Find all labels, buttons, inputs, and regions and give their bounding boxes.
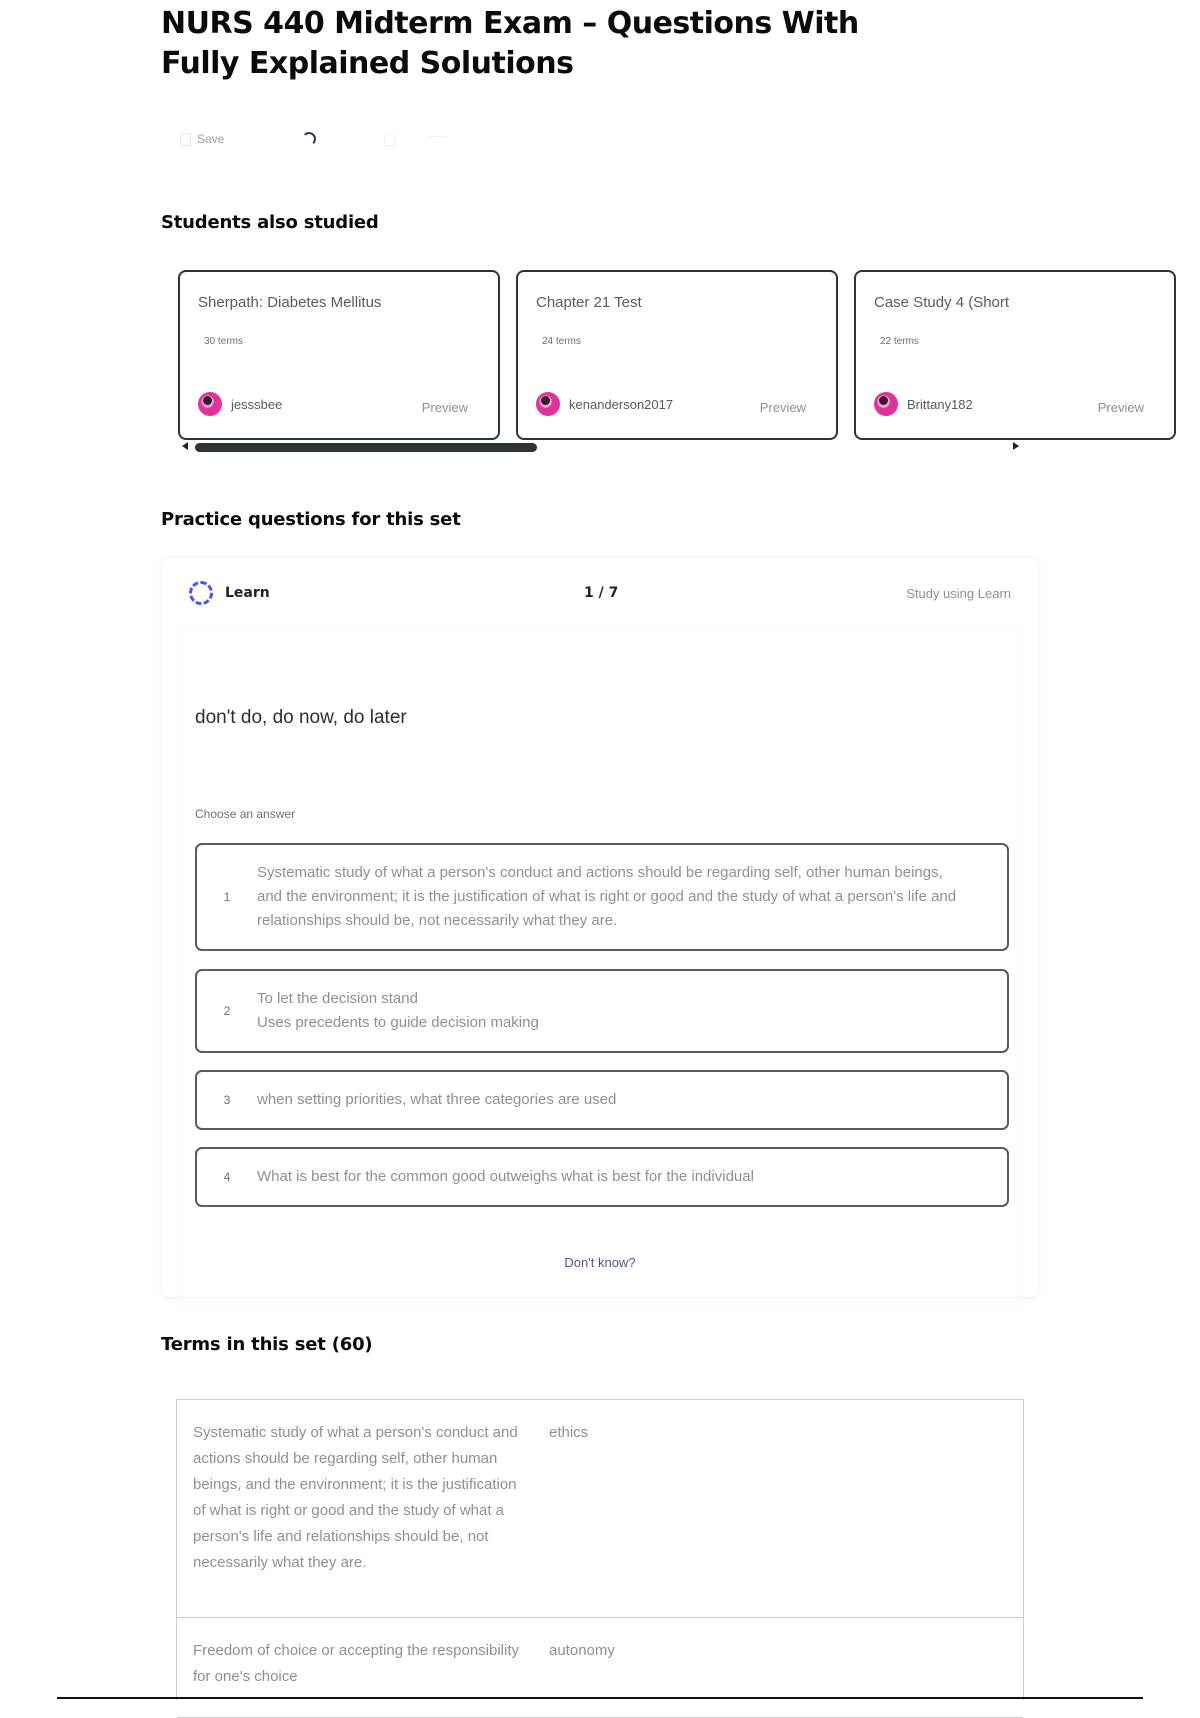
bookmark-icon <box>180 133 191 146</box>
loading-spinner-icon <box>302 132 316 146</box>
card-author <box>536 392 673 416</box>
card-title: Case Study 4 (Short <box>874 294 1010 311</box>
save-button[interactable] <box>180 132 224 146</box>
learn-panel <box>161 557 1039 1297</box>
author-name: kenanderson2017 <box>569 396 674 412</box>
author-name: Brittany182 <box>907 396 973 412</box>
term-definition: Freedom of choice or accepting the responsibility for one's choice <box>193 1642 520 1685</box>
page-title: NURS 440 Midterm Exam – Questions With Fully Explained Solutions <box>161 6 859 81</box>
card-term-count: 30 terms <box>204 336 243 347</box>
students-also-studied-heading: Students also studied <box>161 212 379 233</box>
option-text: What is best for the common good outweighs what is best for the individual <box>257 1168 754 1185</box>
option-text: when setting priorities, what three categories are used <box>257 1091 617 1108</box>
terms-table <box>176 1399 1024 1700</box>
avatar <box>198 392 222 416</box>
avatar <box>874 392 898 416</box>
dont-know-button[interactable]: Don't know? <box>564 1255 636 1270</box>
share-icon[interactable] <box>384 132 396 146</box>
term-definition: Systematic study of what a person's conduct and actions should be regarding self, other human beings, and the environment; it is the justification of what is right or good and the study of what a person's life and relationships should be, not necessarily what they are. <box>193 1424 518 1571</box>
answer-option[interactable] <box>195 1147 1009 1207</box>
page-bottom-divider <box>57 1697 1143 1699</box>
related-set-card[interactable] <box>854 270 1176 440</box>
card-term-count: 22 terms <box>880 336 919 347</box>
terms-in-set-heading: Terms in this set (60) <box>161 1334 373 1355</box>
related-set-card[interactable] <box>178 270 500 440</box>
question-counter: 1 / 7 <box>584 585 619 601</box>
option-number: 1 <box>223 890 231 904</box>
question-card <box>179 631 1021 1297</box>
term-word: autonomy <box>549 1642 615 1659</box>
option-text <box>257 987 579 1035</box>
card-author <box>198 392 282 416</box>
related-set-card[interactable] <box>516 270 838 440</box>
study-using-learn-link[interactable]: Study using Learn <box>906 586 1011 601</box>
save-label: Save <box>197 132 225 146</box>
author-name: jesssbee <box>231 396 283 412</box>
avatar <box>536 392 560 416</box>
answer-option[interactable] <box>195 969 1009 1053</box>
practice-questions-heading: Practice questions for this set <box>161 509 461 530</box>
scroll-left-arrow-icon[interactable] <box>182 442 188 450</box>
option-text: Systematic study of what a person's conduct and actions should be regarding self, other human beings, and the environment; it is the justification of what is right or good and the study of what a person's life and relationships should be, not necessarily what they are. <box>257 864 957 929</box>
toolbar <box>180 124 446 154</box>
carousel-scrollbar-thumb[interactable] <box>195 443 537 452</box>
learn-icon <box>189 581 213 605</box>
preview-button[interactable]: Preview <box>759 400 806 415</box>
table-row <box>177 1618 1023 1718</box>
option-text-line: To let the decision stand <box>257 990 418 1007</box>
learn-label: Learn <box>225 585 270 601</box>
scroll-right-arrow-icon[interactable] <box>1013 442 1019 450</box>
card-title: Chapter 21 Test <box>536 294 642 311</box>
choose-answer-label: Choose an answer <box>195 807 296 821</box>
card-term-count: 24 terms <box>542 336 581 347</box>
option-number: 2 <box>223 1004 231 1018</box>
option-number: 4 <box>223 1170 231 1184</box>
answer-option[interactable] <box>195 1070 1009 1130</box>
more-options-icon[interactable] <box>428 136 446 142</box>
question-term: don't do, do now, do later <box>195 707 407 728</box>
option-text-line: Uses precedents to guide decision making <box>257 1014 539 1031</box>
card-author <box>874 392 973 416</box>
learn-header <box>189 579 1011 609</box>
table-row <box>177 1400 1023 1618</box>
option-number: 3 <box>223 1093 231 1107</box>
related-sets-carousel <box>176 270 1144 470</box>
preview-button[interactable]: Preview <box>1097 400 1144 415</box>
card-title: Sherpath: Diabetes Mellitus <box>198 294 382 311</box>
preview-button[interactable]: Preview <box>421 400 468 415</box>
answer-option[interactable] <box>195 843 1009 951</box>
term-word: ethics <box>549 1424 589 1441</box>
